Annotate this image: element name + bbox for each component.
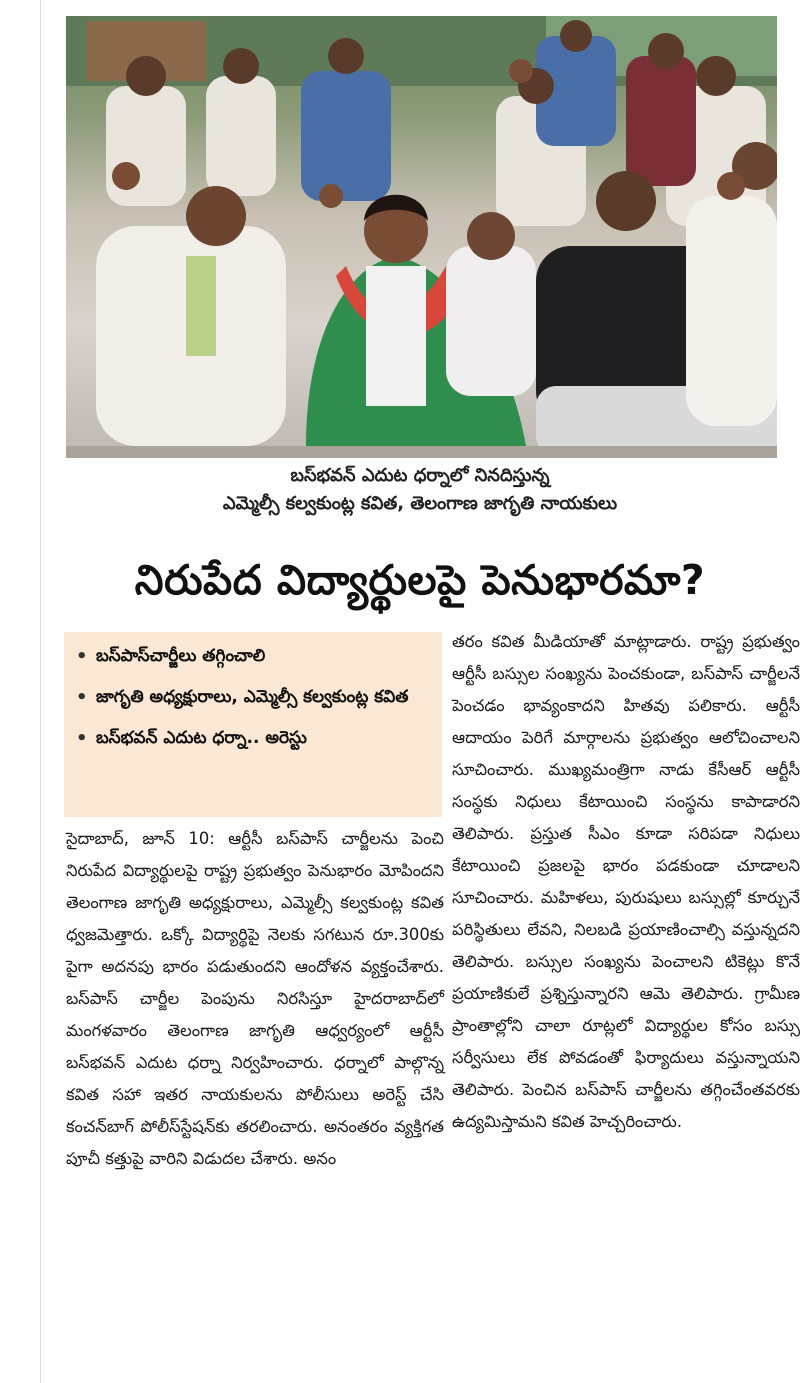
article-headline: నిరుపేద విద్యార్థులపై పెనుభారమా? — [134, 556, 706, 604]
caption-line-2: ఎమ్మెల్సీ కల్వకుంట్ల కవిత, తెలంగాణ జాగృతి నాయకులు — [222, 493, 618, 514]
photo-caption — [40, 462, 800, 518]
protest-photo — [66, 16, 777, 458]
highlight-text: బస్‌భవన్ ఎదుట ధర్నా.. అరెస్టు — [96, 728, 307, 748]
article-text-right: తరం కవిత మీడియాతో మాట్లాడారు. రాష్ట్ర ప్రభుత్వం ఆర్టీసీ బస్సుల సంఖ్యను పెంచకుండా, బస్‌పాస్ చార్జీలనే పెంచడం భావ్యంకాదని హితవు పలికారు. ఆర్టీసీ ఆదాయం పెరిగే మార్గాలను ప్రభుత్వం ఆలోచించాలని సూచించారు. ముఖ్యమంత్రిగా నాడు కేసీఆర్ ఆర్టీసీ సంస్థకు నిధులు కేటాయించి సంస్థను కాపాడారని తెలిపారు. ప్రస్తుత సీఎం కూడా సరిపడా నిధులు కేటాయించి ప్రజలపై భారం పడకుండా చూడాలని సూచించారు. మహిళలు, పురుషులు బస్సుల్లో కూర్చునే పరిస్థితులు లేవని, నిలబడి ప్రయాణించాల్సి వస్తున్నదని తెలిపారు. బస్సుల సంఖ్యను పెంచాలని టికెట్లు కొనే ప్రయాణికులే ప్రశ్నిస్తున్నారని ఆమె తెలిపారు. గ్రామీణ ప్రాంతాల్లోని చాలా రూట్లలో విద్యార్థుల కోసం బస్సు సర్వీసులు లేక పోవడంతో ఫిర్యాదులు వస్తున్నాయని తెలిపారు. పెంచిన బస్‌పాస్ చార్జీలను తగ్గించేంతవరకు ఉద్యమిస్తామని కవిత హెచ్చరించారు. — [452, 632, 800, 1131]
article-text-left: సైదాబాద్, జూన్ 10: ఆర్టీసీ బస్‌పాస్ చార్జీలను పెంచి నిరుపేద విద్యార్థులపై రాష్ట్ర ప్రభుత్వం పెనుభారం మోపిందని తెలంగాణ జాగృతి అధ్యక్షురాలు, ఎమ్మెల్సీ కల్వకుంట్ల కవిత ధ్వజమెత్తారు. ఒక్కో విద్యార్థిపై నెలకు సగటున రూ.300కు పైగా అదనపు భారం పడుతుందని ఆందోళన వ్యక్తంచేశారు. బస్‌పాస్ చార్జీల పెంపును నిరసిస్తూ హైదరాబాద్‌లో మంగళవారం తెలంగాణ జాగృతి ఆధ్వర్యంలో ఆర్టీసీ బస్‌భవన్ ఎదుట ధర్నా నిర్వహించారు. ధర్నాలో పాల్గొన్న కవిత సహా ఇతర నాయకులను పోలీసులు అరెస్ట్ చేసి కంచన్‌బాగ్ పోలీస్‌స్టేషన్‌కు తరలించారు. అనంతరం వ్యక్తిగత పూచీ కత్తుపై వారిని విడుదల చేశారు. అనం — [66, 829, 444, 1168]
bullet-icon: • — [76, 687, 88, 708]
highlight-text: జాగృతి అధ్యక్షురాలు, ఎమ్మెల్సీ కల్వకుంట్ల కవిత — [96, 687, 409, 707]
protest-photo-illustration — [66, 16, 777, 458]
highlight-item — [76, 724, 434, 753]
article-column-right — [452, 626, 800, 1138]
caption-line-1: బస్‌భవన్ ఎదుట ధర్నాలో నినదిస్తున్న — [290, 465, 550, 486]
bullet-icon: • — [76, 728, 88, 749]
highlight-item — [76, 683, 434, 712]
highlights-box — [64, 632, 442, 817]
highlight-text: బస్‌పాస్‌చార్జీలు తగ్గించాలి — [96, 646, 266, 666]
bullet-icon: • — [76, 646, 88, 667]
article-column-left — [66, 823, 444, 1175]
highlight-item — [76, 642, 434, 671]
newspaper-clipping — [40, 0, 800, 1383]
